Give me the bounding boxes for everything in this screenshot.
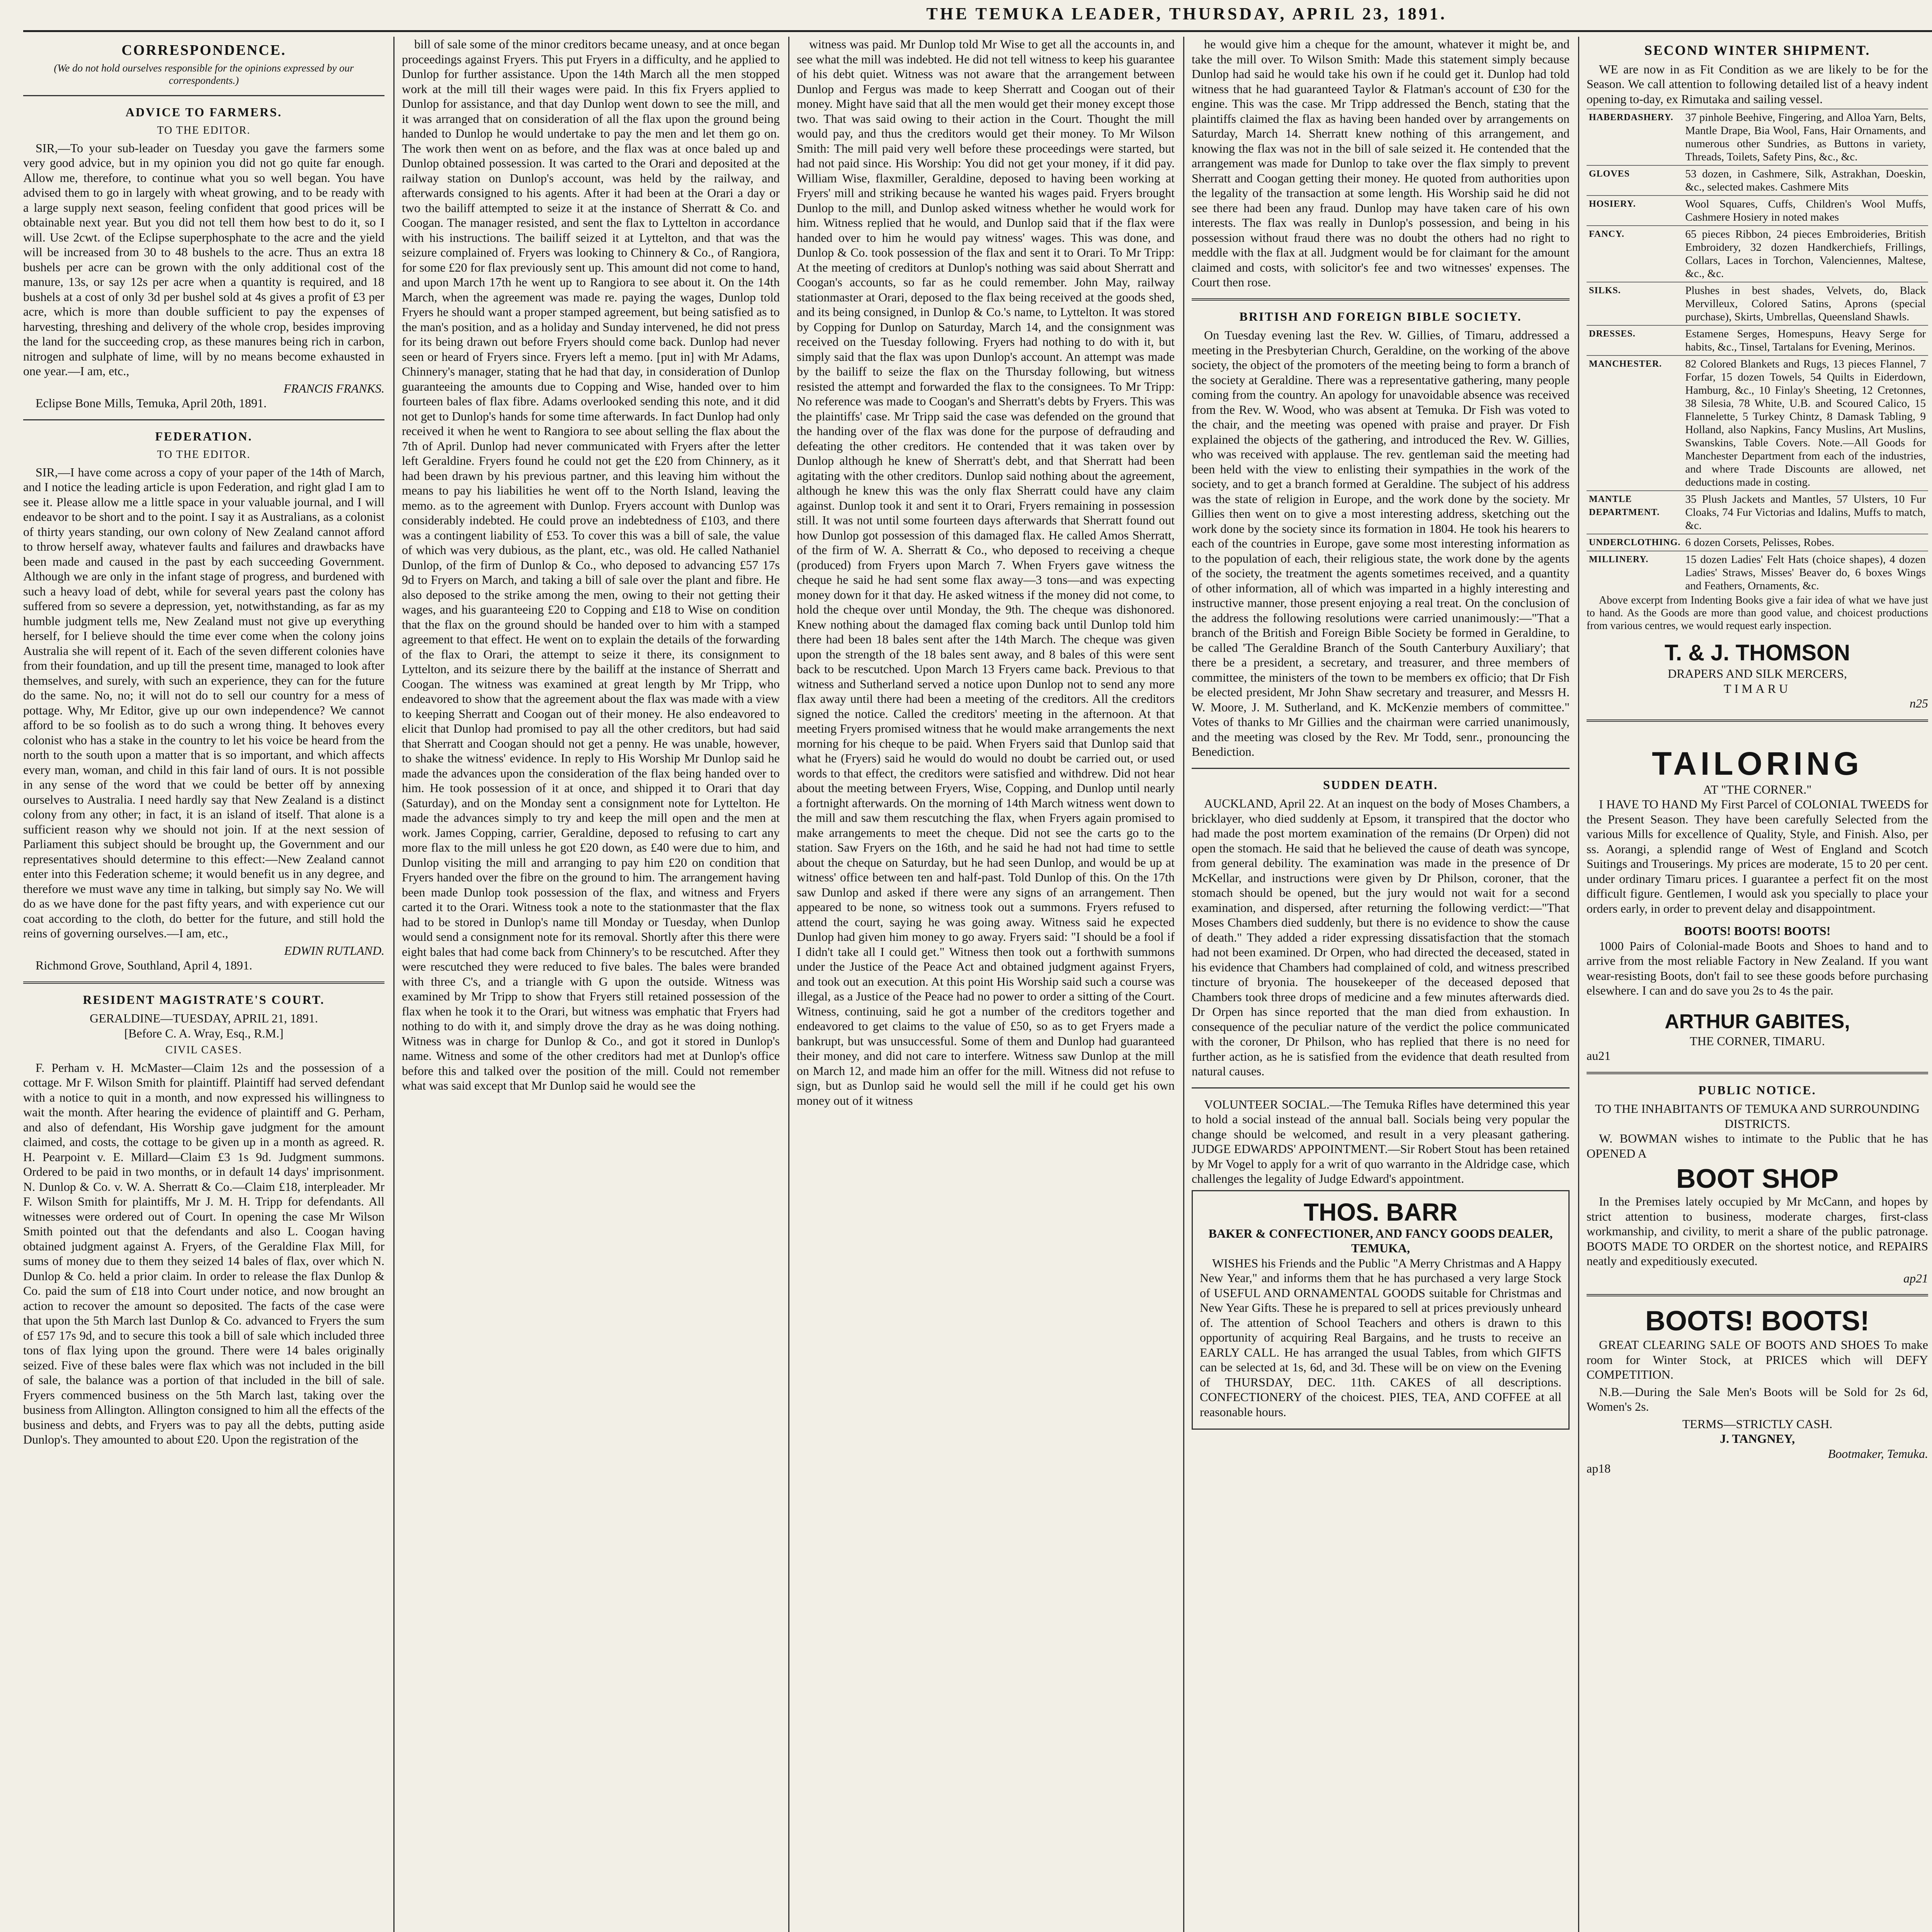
divider — [23, 419, 384, 420]
letter-body: SIR,—I have come across a copy of your paper of the 14th of March, and I notice the leading article is upon Federation, and right glad I am to see it. Please allow me a little space in your valuable journal, and I will endeavor to be short and to the point. I say it as Australians, as a colonist of thirty years standing, our own colony of New Zealand cannot afford to throw herself away, whatever faults and failures and drawbacks have been made and caused in the past by each succeeding Government. Although we are only in the infant stage of progress, and burdened with such a heavy load of debt, while for several years past the colony has suffered from so severe a depression, yet, notwithstanding, as far as my humble judgment tells me, New Zealand must not give up everything herself, for I believe should the time ever come when the colony joins Australia she will repent of it. Each of the seven different colonies have from their foundation, and up till the present time, managed to look after themselves, and surely, with such an experience, they can for the future do the same. No, no; it will not do to sell our country for a mess of pottage. Why, Mr Editor, give up our own independence? We cannot afford to be so foolish as to do such a wrong thing. It behoves every colonist who has a stake in the country to let his voice be heard from the north to the south upon a matter that is so important, and which affects every man, woman, and child in this fair land of ours. It is not possible in any sense of the word that we could be better off by annexing ourselves to Australia. I need hardly say that New Zealand is a distinct colony from any other; in fact, it is an island of itself. That alone is a sufficient reason why we should not join. If at the next session of Parliament this subject should be brought up, the Government and our representatives should determine to this effect:—New Zealand cannot enter into this Federation scheme; it would benefit us in any degree, and therefore we must wave any time in talking, but simply say No. We will do as we have done for the past fifty years, and with experience cut our coat according to the cloth, do better for the future, and still hold the reins of governing ourselves.—I am, etc., — [23, 465, 384, 940]
divider — [1192, 768, 1570, 769]
tailoring-body: I HAVE TO HAND My First Parcel of COLONIAL TWEEDS for the Present Season. They have been carefully Selected from the various Mills for excellence of Quality, Style, and Finish. Also, per ss. Aorangi, a splendid range of West of England and Scotch Suitings and Trouserings. My prices are moderate, 15 to 20 per cent. under ordinary Timaru prices. I guarantee a perfect fit on the most difficult figure. Gentlemen, I would ask you specially to place your orders early, in order to prevent delay and disappointment. — [1587, 797, 1928, 915]
court-title: RESIDENT MAGISTRATE'S COURT. — [83, 992, 325, 1007]
court-civil: CIVIL CASES. — [165, 1044, 242, 1056]
tangney-trade: Bootmaker, Temuka. — [1828, 1446, 1928, 1461]
letter-title: FEDERATION. — [155, 429, 253, 443]
shipment-row-label: GLOVES — [1587, 165, 1683, 196]
shipment-row-label: FANCY. — [1587, 226, 1683, 282]
divider — [1587, 719, 1928, 722]
court-report: he would give him a cheque for the amount, whatever it might be, and take the mill over. To Wilson Smith: Made this statement simply because Dunlop had said he would take his own if he could get it. Dunlop had told witness that he had guaranteed Taylor & Flatman's account of £30 for the engine. This was the case. Mr Tripp addressed the Bench, stating that the plaintiffs claimed the flax as having been handed over by arrangements on Saturday, March 14. Sherratt knew nothing of this arrangement, and knowing the flax was not in the bill of sale seized it. He contended that the arrangement was made for Dunlop to take over the flax simply to prevent Sherratt and Coogan getting their money. He quoted from authorities upon the legality of the transaction at some length. His Worship said he did not see there had been any fraud. Dunlop may have taken care of his own interests. The flax was really in Dunlop's possession, and being in his possession without fraud there was no doubt the others had no right to meddle with the flax at all. Judgment would be for claimant for the amount claimed and costs, with solicitor's fee and two witnesses' expenses. The Court then rose. — [1192, 37, 1570, 289]
column-3 — [797, 37, 1175, 1932]
local-news: VOLUNTEER SOCIAL.—The Temuka Rifles have determined this year to hold a social instead of the annual ball. Socials being very popular the change should be welcomed, and result in a very pleasant gathering. JUDGE EDWARDS' APPOINTMENT.—Sir Robert Stout has been retained by Mr Vogel to apply for a writ of quo warranto in the Aldridge case, which challenges the legality of Judge Edward's appointment. — [1192, 1097, 1570, 1185]
tailoring-sub: AT "THE CORNER." — [1703, 782, 1812, 796]
shipment-row-label: SILKS. — [1587, 282, 1683, 325]
thomson-code: n25 — [1910, 696, 1928, 710]
column-rule — [393, 37, 395, 1932]
boots-line: BOOTS! BOOTS! BOOTS! — [1684, 924, 1831, 938]
thomson-sub: DRAPERS AND SILK MERCERS, — [1667, 667, 1847, 680]
shipment-title: SECOND WINTER SHIPMENT. — [1644, 43, 1871, 58]
masthead: THE TEMUKA LEADER, THURSDAY, APRIL 23, 1891. — [926, 4, 1447, 23]
shipment-row — [1587, 534, 1928, 551]
divider — [1192, 1087, 1570, 1088]
notice-title: PUBLIC NOTICE. — [1698, 1083, 1816, 1097]
shipment-row-text: Plushes in best shades, Velvets, do, Black Mervilleux, Colored Satins, Aprons (special purchase), Skirts, Umbrellas, Queensland Shawls. — [1683, 282, 1928, 325]
shipment-row — [1587, 109, 1928, 165]
column-4 — [1192, 37, 1570, 1932]
shipment-row-label: MILLINERY. — [1587, 551, 1683, 594]
death-title: SUDDEN DEATH. — [1323, 777, 1438, 792]
shipment-row-text: 82 Colored Blankets and Rugs, 13 pieces Flannel, 7 Forfar, 15 dozen Towels, 54 Quilts in Eiderdown, Hamburg, &c., 10 Finlay's Sheeting, 12 Cretonnes, 38 Silesia, 78 White, U.B. and Scoured Calico, 15 Flannelette, 5 Turkey Chintz, 8 Damask Tabling, 9 Holland, also Napkins, Fancy Muslins, Art Muslins, Swanskins, Table Covers. Note.—All Goods for Manchester Department from each of the industries, and where Trade Discounts are allowed, net deductions made in costing. — [1683, 355, 1928, 491]
column-rule — [1578, 37, 1579, 1932]
gabites-code: au21 — [1587, 1049, 1611, 1063]
shipment-row — [1587, 491, 1928, 534]
boots-terms: TERMS—STRICTLY CASH. — [1682, 1417, 1833, 1431]
boots-sale-body: GREAT CLEARING SALE OF BOOTS AND SHOES To make room for Winter Stock, at PRICES which will DEFY COMPETITION. — [1587, 1338, 1928, 1381]
shipment-row — [1587, 226, 1928, 282]
shipment-row — [1587, 196, 1928, 226]
barr-sub: BAKER & CONFECTIONER, AND FANCY GOODS DEALER, TEMUKA, — [1208, 1226, 1553, 1255]
column-5 — [1587, 37, 1928, 1932]
thomson-place: TIMARU — [1723, 681, 1791, 696]
shipment-intro: WE are now in as Fit Condition as we are likely to be for the Season. We call attention to following detailed list of a heavy indent opening to-day, ex Rimutaka and sailing vessel. — [1587, 62, 1928, 106]
bible-title: BRITISH AND FOREIGN BIBLE SOCIETY. — [1239, 309, 1522, 323]
shipment-row-label: HOSIERY. — [1587, 196, 1683, 226]
letter-salutation: TO THE EDITOR. — [157, 124, 251, 136]
correspondence-heading: CORRESPONDENCE. — [121, 42, 286, 58]
shipment-row-label: MANTLE DEPARTMENT. — [1587, 491, 1683, 534]
gabites-name: ARTHUR GABITES, — [1665, 1010, 1850, 1033]
boots-title: BOOTS! BOOTS! — [1645, 1306, 1869, 1337]
court-report: witness was paid. Mr Dunlop told Mr Wise to get all the accounts in, and see what the mill was indebted. He did not tell witness to keep his guarantee of his debt quiet. Witness was not aware that the arrangement between Dunlop and Fergus was made to keep Sherratt and Coogan out of their money. Might have said that all the men would get their money except those two. That was said owing to their action in the Court. Thought the mill would pay, and thus the creditors would get their money. To Mr Wilson Smith: The mill paid very well before these proceedings were started, but had not paid since. His Worship: You did not get your money, if it did pay. William Wise, flaxmiller, Geraldine, deposed to having been working at Fryers' mill and striking because he wanted his wages paid. Fryers brought Dunlop to the mill, and Dunlop asked witness whether he would work for him. Witness replied that he would, and Dunlop said that if the flax were handed over to him he would pay witness' wages. This was done, and Dunlop & Co. took possession of the flax and sent it to Orari. To Mr Tripp: At the meeting of creditors at Dunlop's nothing was said about Sherratt and Coogan's accounts, so far as he could remember. John May, railway stationmaster at Orari, deposed to the flax being received at the goods shed, and its being consigned, in Dunlop & Co.'s name, to Lyttelton. It was stored by Copping for Dunlop on Saturday, March 14, and the consignment was received on the Tuesday following. Fryers had nothing to do with it, but simply said that the flax was upon Dunlop's account. An attempt was made by the bailiff to seize the flax on the Thursday following, but witness resisted the attempt and forwarded the flax to the consignees. To Mr Tripp: No reference was made to Coogan's and Sherratt's debts by Fryers. This was the plaintiffs' case. Mr Tripp said the case was defended on the ground that the handing over of the flax was done for the purpose of defrauding and defeating the other creditors. He contended that it was taken over by Dunlop although he knew of Sherratt's debt, and that Sherratt had been agitating with the other creditors. Dunlop said nothing about the agreement, although he knew this was the only flax Sherratt could have any claim against. Dunlop took it and sent it to Orari, Fryers remaining in possession still. It was not until some fourteen days afterwards that Sherratt found out how Dunlop got possession of this damaged flax. He called Amos Sherratt, of the firm of W. A. Sherratt & Co., who deposed to receiving a cheque (produced) from Fryers upon March 7. When Fryers gave witness the cheque he said he had sent some flax away—3 tons—and was expecting money down for it that day. He asked witness if the money did not come, to hold the cheque over until Monday, the 9th. The cheque was dishonored. Knew nothing about the damaged flax coming back until Dunlop told him there had been 18 bales sent after the 14th March. The cheque was given upon the strength of the 18 bales sent away, and 8 bales of this were sent back to be rescutched. Upon March 13 Fryers came back. Previous to that witness and Sutherland served a notice upon Dunlop not to send any more flax away until there had been a meeting of the creditors. All the creditors signed the notice. Called the creditors' meeting in the afternoon. At that meeting Fryers promised witness that he would make arrangements the next morning for his cheque to be paid. When Fryers said that Dunlop said that what he (Fryers) said he would do would no doubt be carried out, or used words to that effect, the creditors were satisfied and withdrew. Did not hear about the meeting between Fryers, Wise, Copping, and Dunlop until nearly a fortnight afterwards. On the morning of 14th March witness went down to the mill and saw them rescutching the flax, when Fryers again promised to make arrangements to meet the cheque. Did not see the carts go to the station. Saw Fryers on the 16th, and he said he had not had time to settle about the cheque on Saturday, but he had seen Dunlop, and would be up at witness' office between ten and half-past. Told Dunlop of this. On the 17th saw Dunlop and asked if there were any signs of an arrangement. Then appeared to be none, so witness took out a summons. Fryers refused to attend the court, saying he was going away. Witness said he expected Dunlop had given him money to go away. Fryers said: "I should be a fool if I didn't take all I could get." Witness then took out a forthwith summons under the Justice of the Peace Act and obtained judgment against Fryers, and took out an execution. At this point His Worship said such a course was illegal, as a Justice of the Peace had no power to order a sitting of the Court. Witness, continuing, said he got a number of the creditors together and endeavored to get claims to the value of £50, so as to get Fryers made a bankrupt, but was unsuccessful. Some of them and Dunlop had guaranteed their money, and did not care to interfere. Witness saw Dunlop at the mill on March 12, and made him an offer for the mill. Witness did not refuse to sign, but as Dunlop said he would sell the mill if he could get his own money out of it witness — [797, 37, 1175, 1107]
letter-title: ADVICE TO FARMERS. — [125, 105, 282, 119]
shipment-row-label: UNDERCLOTHING. — [1587, 534, 1683, 551]
barr-advert — [1192, 1190, 1570, 1430]
shipment-row-text: 37 pinhole Beehive, Fingering, and Alloa Yarn, Belts, Mantle Drape, Bia Wool, Fans, Hair Ornaments, and numerous other Sundries, as Buttons in variety, Threads, Toilets, Safety Pins, &c., &c. — [1683, 109, 1928, 165]
column-2 — [402, 37, 780, 1932]
column-rule — [1183, 37, 1184, 1932]
shipment-row-label: DRESSES. — [1587, 325, 1683, 355]
divider — [1587, 1294, 1928, 1296]
shipment-row-label: HABERDASHERY. — [1587, 109, 1683, 165]
letter-place: Richmond Grove, Southland, April 4, 1891. — [36, 958, 252, 972]
shipment-row-text: Estamene Serges, Homespuns, Heavy Serge for habits, &c., Tinsel, Tartalans for Evening, Merinos. — [1683, 325, 1928, 355]
court-body: F. Perham v. H. McMaster—Claim 12s and the possession of a cottage. Mr F. Wilson Smith for plaintiff. Plaintiff had served defendant with a notice to quit in a month, and now expressed his willingness to wait the month. After hearing the evidence of plaintiff and G. Perham, and also of defendant, His Worship gave judgment for the amount claimed, and costs, the cottage to be given up in a month as agreed. R. H. Pearpoint v. E. Millard—Claim £3 1s 9d. Judgment summons. Ordered to be paid in two months, or in default 14 days' imprisonment. N. Dunlop & Co. v. W. A. Sherratt & Co.—Claim £18, interpleader. Mr F. Wilson Smith for plaintiffs, Mr J. M. H. Tripp for defendants. All witnesses were ordered out of Court. In opening the case Mr Wilson Smith pointed out that the defendants and also L. Coogan having obtained judgment against A. Fryers, of the Geraldine Flax Mill, for sums of money due to them they seized 14 bales of flax, over which N. Dunlop & Co. held a prior claim. In order to release the flax Dunlop & Co. paid the sum of £18 into Court under notice, and now brought an action to recover the amount so deposited. The facts of the case were that upon the 5th March last Dunlop & Co. advanced to Fryers the sum of £57 17s 9d, and to secure this took a bill of sale which included three tons of flax lying upon the ground. There were 14 bales originally seized. Five of these bales were flax which was not included in the bill of sale, the balance was a portion of that included in the bill of sale. Fryers commenced business on the 5th March last, taking over the business from Allington. Allington consigned to him all the effects of the business and debts, and Fryers was to pay all the debts, putting aside Dunlop's. They amounted to about £20. Upon the registration of the — [23, 1060, 384, 1446]
shipment-row-text: 15 dozen Ladies' Felt Hats (choice shapes), 4 dozen Ladies' Straws, Misses' Beaver do, 6 boxes Wings and Feathers, Ornaments, &c. — [1683, 551, 1928, 594]
bible-body: On Tuesday evening last the Rev. W. Gillies, of Timaru, addressed a meeting in the Presbyterian Church, Geraldine, on the working of the above society, the object of the promoters of the meeting being to form a branch of the society at Geraldine. There was a representative gathering, many people coming from the country. An apology for unavoidable absence was received from the Rev. W. Wood, who was absent at Temuka. Dr Fish was voted to the chair, and the meeting was opened with praise and prayer. Dr Fish explained the objects of the gathering, and introduced the Rev. W. Gillies, who was received with applause. The rev. gentleman said the meeting had been held with the view to enlisting their sympathies in the work of the society, and to get a branch formed at Geraldine. The subject of his address was the state of religion in Europe, and the work done by the society. Mr Gillies then went on to give a most interesting address, sketching out the work done by the society since its formation in 1804. He took his hearers to each of the countries in Europe, gave some most interesting information as to the population of each, their religious state, the work done by the agents of the society, the treatment the agents sometimes received, and a quantity of other information, all of which was imparted in a highly interesting and instructive manner, those present enjoying a real treat. On the conclusion of the address the following resolutions were carried unanimously:—"That a branch of the British and Foreign Bible Society be formed in Geraldine, to be called 'The Geraldine Branch of the South Canterbury Auxiliary'; that there be a president, a secretary, and treasurer, and three members of committee, the ministers of the town to be members ex officio; that Dr Fish be elected president, Mr John Shaw secretary and treasurer, and Messrs H. W. Moore, J. M. Sutherland, and K. McKenzie members of committee." Votes of thanks to Mr Gillies and the chairman were carried unanimously, and the meeting was closed by the Rev. Mr Todd, senr., pronouncing the Benediction. — [1192, 328, 1570, 759]
divider — [1192, 298, 1570, 301]
notice-body: W. BOWMAN wishes to intimate to the Public that he has OPENED A — [1587, 1131, 1928, 1160]
shipment-row — [1587, 355, 1928, 491]
gabites-place: THE CORNER, TIMARU. — [1690, 1034, 1825, 1048]
death-body: AUCKLAND, April 22. At an inquest on the body of Moses Chambers, a bricklayer, who died suddenly at Epsom, it transpired that the doctor who had made the post mortem examination of the remains (Dr Orpen) did not open the stomach. He said that he believed the cause of death was syncope, from general debility. The examination was made in the presence of Dr McKellar, and instructions were given by Dr Philson, coroner, that the stomach should be opened, but the jury would not wait for a second examination, and dispersed, after returning the following verdict:—"That Moses Chambers died suddenly, but there is no evidence to show the cause of death." They added a rider expressing dissatisfaction that the stomach had not been examined. Dr Orpen, who had directed the deceased, stated in his evidence that Chambers had complained of cold, and witness prescribed tincture of bryonia. The housekeeper of the deceased deposed that Chambers took three drops of medicine and a few minutes afterwards died. Dr Orpen has since reported that the man died from exhaustion. In consequence of the peculiar nature of the verdict the police communicated with the coroner, Dr Philson, who has replied that there is no need for further action, as he is satisfied from the evidence that death resulted from natural causes. — [1192, 796, 1570, 1078]
shipment-note: Above excerpt from Indenting Books give a fair idea of what we have just to hand. As the Goods are more than good value, and choicest productions from various centres, we would request early inspection. — [1587, 594, 1928, 632]
court-date: GERALDINE—TUESDAY, APRIL 21, 1891. — [90, 1011, 318, 1025]
boot-shop: BOOT SHOP — [1676, 1163, 1839, 1194]
divider — [1587, 1072, 1928, 1074]
court-before: [Before C. A. Wray, Esq., R.M.] — [124, 1026, 284, 1040]
shipment-row — [1587, 165, 1928, 196]
barr-name: THOS. BARR — [1303, 1198, 1458, 1226]
divider — [23, 95, 384, 96]
shipment-row-text: Wool Squares, Cuffs, Children's Wool Muffs, Cashmere Hosiery in noted makes — [1683, 196, 1928, 226]
letter-body: SIR,—To your sub-leader on Tuesday you gave the farmers some very good advice, but in my opinion you did not go quite far enough. Allow me, therefore, to continue what you so well began. You have advised them to go in largely with wheat growing, and to be ready with a large supply next season, feeling confident that good prices will be obtainable next year. But you did not tell them how best to do it, so I will. Use 2cwt. of the Eclipse superphosphate to the acre and the yield will be increased from 30 to 48 bushels to the acre. Thus an extra 18 bushels per acre can be grown with the only additional cost of the manure, 13s, or say 12s per acre when a quantity is required, and 18 bushels at a cost of only 3d per bushel sold at 4s gives a profit of £3 per acre, which is more than double sufficient to pay the expenses of harvesting, threshing and delivery of the whole crop, besides improving the land for the succeeding crop, as these manures being rich in carbon, nitrogen and sulphate of lime, will by no means become exhausted in one year.—I am, etc., — [23, 141, 384, 378]
shipment-row — [1587, 282, 1928, 325]
divider — [23, 981, 384, 984]
boots-body: 1000 Pairs of Colonial-made Boots and Shoes to hand and to arrive from the most reliable Factory in New Zealand. If you want wear-resisting Boots, don't fail to see these goods before purchasing elsewhere. I can and do save you 2s to 4s the pair. — [1587, 939, 1928, 997]
shipment-row — [1587, 551, 1928, 594]
shipment-row-text: 65 pieces Ribbon, 24 pieces Embroideries, British Embroidery, 32 dozen Handkerchiefs, Frillings, Collars, Laces in Torchon, Valenciennes, Maltese, &c., &c. — [1683, 226, 1928, 282]
shipment-row-label: MANCHESTER. — [1587, 355, 1683, 491]
shipment-row-text: 53 dozen, in Cashmere, Silk, Astrakhan, Doeskin, &c., selected makes. Cashmere Mits — [1683, 165, 1928, 196]
shipment-table — [1587, 109, 1928, 594]
notice-to: TO THE INHABITANTS OF TEMUKA AND SURROUNDING DISTRICTS. — [1595, 1102, 1920, 1131]
court-report: bill of sale some of the minor creditors became uneasy, and at once began proceedings against Fryers. This put Fryers in a difficulty, and he applied to Dunlop for further assistance. Upon the 14th March all the men stopped work at the mill till their wages were paid. In this fix Fryers applied to Dunlop for assistance, and that day Dunlop went down to see the mill, and it was arranged that on consideration of all the flax upon the ground being handed to Dunlop he would undertake to pay the men and let them go on. The work then went on as before, and the flax was at once baled up and Dunlop obtained possession. It was carted to the Orari and deposited at the railway station on Dunlop's account, was held by the railway, and afterwards consigned to his agents. After it had been at the Orari a day or two the bailiff attempted to seize it at the instance of Sherratt & Co. and Coogan. The manager resisted, and sent the flax to Lyttelton in accordance with his instructions. The bailiff seized it at Lyttelton, and that was the seizure complained of. Fryers was looking to Chinnery & Co., of Rangiora, for some £20 for flax previously sent up. This amount did not come to hand, and upon March 17th he went up to Rangiora to see about it. On the 14th March, when the agreement was made re. paying the wages, Dunlop told Fryers he should want a proper stamped agreement, but being satisfied as to the man's position, and as a holiday and Sunday intervened, he did not press for its being drawn out before Fryers should come back. Dunlop had never seen or heard of Fryers since. Fryers left a memo. [put in] with Mr Adams, Chinnery's manager, stating that he had that day, in consideration of Dunlop guaranteeing the amounts due to Copping and Wise, handed over to him fourteen bales of flax fibre. Adams overlooked sending this note, and it did not get to Dunlop's hands for some time afterwards. In fact Dunlop had only received it when he went to Rangiora to see about selling the flax about the 7th of April. Dunlop had never communicated with Fryers after the letter left Geraldine. Fryers found he could not get the £20 from Chinnery, as it had been drawn by his previous partner, and this leaving him without the means to pay his liabilities he went off to the North Island, leaving the memo. as to the agreement with Dunlop. Fryers account with Dunlop was considerably indebted. He could prove an indebtedness of £103, and there was a contingent liability of £53. To cover this was a bill of sale, the value of which was very dubious, as the plant, etc., was old. He called Nathaniel Dunlop, of the firm of Dunlop & Co., who deposed to advancing £57 17s 9d to Fryers on March, and taking a bill of sale over the plant and fibre. He also deposed to the strike among the men, owing to their not getting their wages, and his guaranteeing £20 to Copping and £18 to Wise on condition that the flax on the ground should be handed over to him with a stamped agreement to that effect. He went on to explain the details of the forwarding of the flax to Orari, the attempt to seize it there, its consignment to Lyttelton, and its seizure there by the bailiff at the instance of Sherratt and Coogan. The witness was examined at great length by Mr Tripp, who endeavored to show that the agreement about the flax was made with a view to keeping Sherratt and Coogan out of their money. He also endeavored to elicit that Dunlop had promised to pay all the other creditors, but had said that Sherratt and Coogan should not get a penny. He was unable, however, to shake the witness' evidence. In reply to His Worship Mr Dunlop said he made the advances upon the consideration of the flax being handed over to him. He took possession of it at once, and shipped it to Orari that day (Saturday), and on the Monday sent a consignment note for Lyttelton. He made the advances simply to try and keep the mill open and the men at work. James Copping, carrier, Geraldine, deposed to refusing to cart any more flax to the mill unless he got £20 down, as £40 were due to him, and Dunlop visiting the mill and arranging to pay him £20 on condition that Fryers handed over the fibre on the ground to him. The arrangement having been made Dunlop took possession of the flax, and witness and Fryers carted it to the Orari. Witness took a note to the stationmaster that the flax had to be stored in Dunlop's name till Monday or Tuesday, when Dunlop would send a consignment note for its removal. Shortly after this there were eight bales that had come back from Chinnery's to be rescutched. After they were rescutched they were reduced to five bales. The bales were branded with three C's, and a triangle with G upon the outside. Witness was examined by Mr Tripp to show that Fryers still retained possession of the flax when he took it to the Orari, but witness was emphatic that Fryers had nothing to do with it, and simply drove the dray as he was doing nothing. Witness was in charge for Dunlop & Co., and got it stored in Dunlop's name. Witness and some of the other creditors had met at Dunlop's office before this and talked over the position of the mill. Could not remember what was said except that Mr Dunlop said he would see the — [402, 37, 780, 1092]
tailoring-title: TAILORING — [1652, 745, 1863, 782]
boots-nb: N.B.—During the Sale Men's Boots will be Sold for 2s 6d, Women's 2s. — [1587, 1384, 1928, 1413]
bowman-code: ap21 — [1903, 1271, 1928, 1285]
shipment-row-text: 6 dozen Corsets, Pelisses, Robes. — [1683, 534, 1928, 551]
tangney-name: J. TANGNEY, — [1719, 1432, 1795, 1446]
masthead-rule — [23, 30, 1932, 32]
letter-place: Eclipse Bone Mills, Temuka, April 20th, 1891. — [36, 396, 267, 410]
tangney-code: ap18 — [1587, 1461, 1611, 1475]
barr-body: WISHES his Friends and the Public "A Merry Christmas and A Happy New Year," and informs them that he has purchased a very large Stock of USEFUL AND ORNAMENTAL GOODS suitable for Christmas and New Year Gifts. These he is prepared to sell at prices previously unheard of. The attention of School Teachers and others is drawn to this opportunity of acquiring Real Bargains, and he trusts to receive an EARLY CALL. He has arranged the usual Tables, from which GIFTS can be selected at 1s, 6d, and 3d. These will be on view on the Evening of THURSDAY, DEC. 11th. CAKES of all descriptions. CONFECTIONERY of the choicest. PIES, TEA, AND COFFEE at all reasonable hours. — [1200, 1256, 1561, 1419]
column-rule — [788, 37, 789, 1932]
column-1 — [23, 37, 384, 1932]
bowman-body: In the Premises lately occupied by Mr McCann, and hopes by strict attention to business, moderate charges, first-class workmanship, and civility, to merit a share of the public patronage. BOOTS MADE TO ORDER on the shortest notice, and REPAIRS neatly and expeditiously executed. — [1587, 1194, 1928, 1268]
letter-signature: FRANCIS FRANKS. — [283, 381, 384, 395]
disclaimer: (We do not hold ourselves responsible for the opinions expressed by our correspondents.) — [54, 62, 354, 86]
letter-salutation: TO THE EDITOR. — [157, 449, 251, 461]
letter-signature: EDWIN RUTLAND. — [284, 943, 384, 957]
shipment-row-text: 35 Plush Jackets and Mantles, 57 Ulsters, 10 Fur Cloaks, 74 Fur Victorias and Idalins, Muffs to match, &c. — [1683, 491, 1928, 534]
thomson-name: T. & J. THOMSON — [1664, 640, 1850, 665]
shipment-row — [1587, 325, 1928, 355]
